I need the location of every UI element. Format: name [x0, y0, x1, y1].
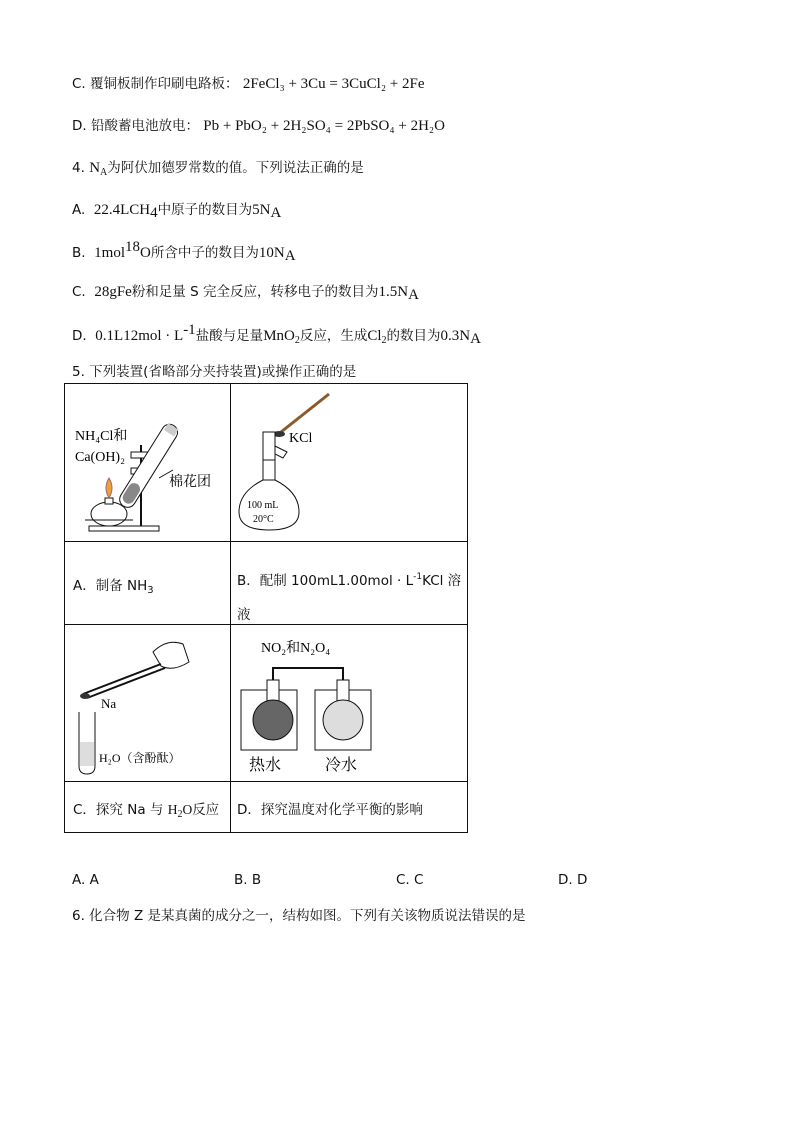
- q3-option-c: C. 覆铜板制作印刷电路板： 2FeCl₃ + 3Cu = 3CuCl₂ + 2Fe: [72, 76, 425, 92]
- apparatus-b-figure: [233, 388, 467, 538]
- cell-d-label: D．探究温度对化学平衡的影响: [237, 802, 423, 818]
- q3-option-d: D. 铅酸蓄电池放电： Pb + PbO₂ + 2H₂SO₄ = 2PbSO₄ + 2H₂O: [72, 118, 445, 134]
- fig-b-reagent-label: KCl: [289, 431, 313, 446]
- q5-choice-c[interactable]: C. C: [396, 872, 424, 888]
- q3-c-equation: 2FeCl₃ + 3Cu = 3CuCl₂ + 2Fe: [242, 76, 425, 92]
- fig-d-cold-label: 冷水: [325, 757, 358, 774]
- q4-option-b: B. 1mol$^{18}$O所含中子的数目为$10N_A$: [72, 239, 296, 264]
- q3-d-equation: Pb + PbO₂ + 2H₂SO₄ = 2PbSO₄ + 2H₂O: [203, 118, 445, 134]
- apparatus-c-figure: [69, 628, 227, 778]
- fig-a-reagent-2: Ca(OH)₂: [75, 450, 125, 465]
- fig-b-flask-volume: 100 mL: [247, 500, 279, 511]
- cell-c-label: C．探究 Na 与 $H_2O$反应: [73, 802, 220, 820]
- q5-stem: 5. 下列装置(省略部分夹持装置)或操作正确的是: [72, 364, 357, 380]
- q5-table: [64, 383, 468, 833]
- q4-stem: 4. $N_A$为阿伏加德罗常数的值。下列说法正确的是: [72, 160, 364, 178]
- apparatus-d-figure: [233, 628, 467, 778]
- q5-choice-b[interactable]: B. B: [234, 872, 262, 888]
- cell-b-label: B．配制 $100mL1.00mol \cdot L^{-1}KCl$ 溶 液: [237, 572, 462, 623]
- fig-c-liquid-label: H₂O（含酚酞）: [99, 751, 181, 765]
- fig-c-metal-label: Na: [101, 696, 117, 711]
- fig-a-reagent-1: NH₄Cl和: [75, 429, 128, 444]
- fig-a-cotton-label: 棉花团: [169, 475, 211, 490]
- q4-option-a: A. $22.4LCH_4$中原子的数目为$5N_A$: [72, 202, 282, 221]
- q5-choice-d[interactable]: D. D: [558, 872, 588, 888]
- fig-b-flask-temp: 20°C: [253, 514, 274, 525]
- fig-d-gas-label: NO₂和N₂O₄: [261, 641, 331, 656]
- apparatus-a-figure: [69, 390, 227, 538]
- q4-option-d: D. $0.1L12mol \cdot L^{-1}$盐酸与足量MnO$_2$反应，生成$Cl_2$的数目为$0.3N_A$: [72, 322, 481, 347]
- q5-choice-a[interactable]: A. A: [72, 872, 99, 888]
- q4-option-c: C. 28gFe粉和足量 S 完全反应，转移电子的数目为$1.5N_A$: [72, 284, 419, 303]
- fig-d-hot-label: 热水: [249, 757, 282, 774]
- cell-a-label: A．制备 $NH_3$: [73, 578, 154, 596]
- q6-stem: 6. 化合物 Z 是某真菌的成分之一，结构如图。下列有关该物质说法错误的是: [72, 908, 526, 924]
